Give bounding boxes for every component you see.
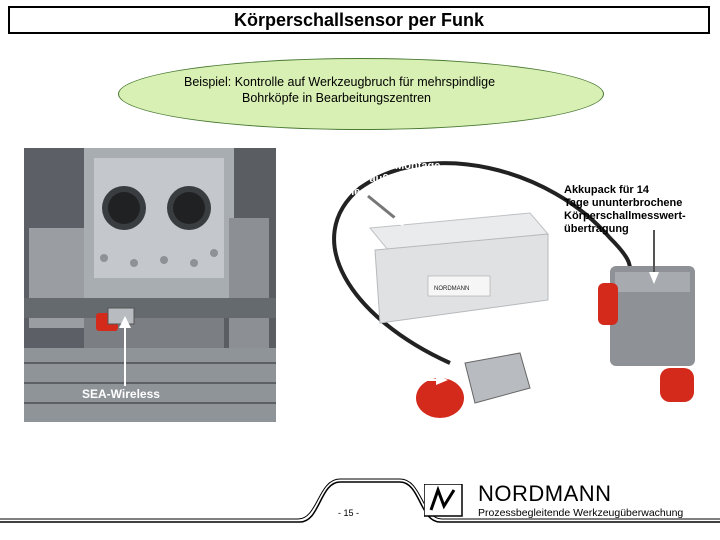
receiver-logo-text: NORDMANN — [434, 286, 470, 292]
receiver-label — [290, 160, 440, 199]
example-line-1: Beispiel: Kontrolle auf Werkzeugbruch für mehrspindlige — [184, 75, 496, 89]
sea-wireless-right-line: Sendereichweite 30 m — [284, 393, 399, 405]
devices-photo — [280, 148, 700, 422]
brand-tagline: Prozessbegleitende Werkzeugüberwachung — [478, 507, 684, 519]
battery-label-line: Körperschallmesswert- — [564, 210, 686, 222]
example-text — [170, 74, 570, 106]
slide-title: Körperschallsensor per Funk — [8, 6, 710, 34]
receiver-label-line: Funkempfänger zur Montage — [290, 160, 441, 172]
machine-illustration — [24, 148, 276, 422]
sea-wireless-right-label — [284, 380, 399, 406]
receiver-label-line: der Maschine — [290, 186, 361, 198]
footer-curve — [0, 470, 720, 540]
battery-label-line: Akkupack für 14 — [564, 184, 649, 196]
page-number: - 15 - — [338, 508, 360, 518]
nordmann-logo-icon — [424, 484, 464, 518]
sea-wireless-right-line: SEA-Wireless — [284, 380, 356, 392]
battery-label — [564, 184, 686, 236]
battery-label-line: Tage ununterbrochene — [564, 197, 683, 209]
brand-name: NORDMANN — [478, 481, 612, 506]
example-line-2: Bohrköpfe in Bearbeitungszentren — [242, 91, 432, 105]
receiver-label-line: innerhalb oder außerhalb — [290, 173, 423, 185]
sea-wireless-left-label: SEA-Wireless — [82, 387, 160, 401]
battery-label-line: übertragung — [564, 223, 629, 235]
machine-photo — [24, 148, 276, 422]
